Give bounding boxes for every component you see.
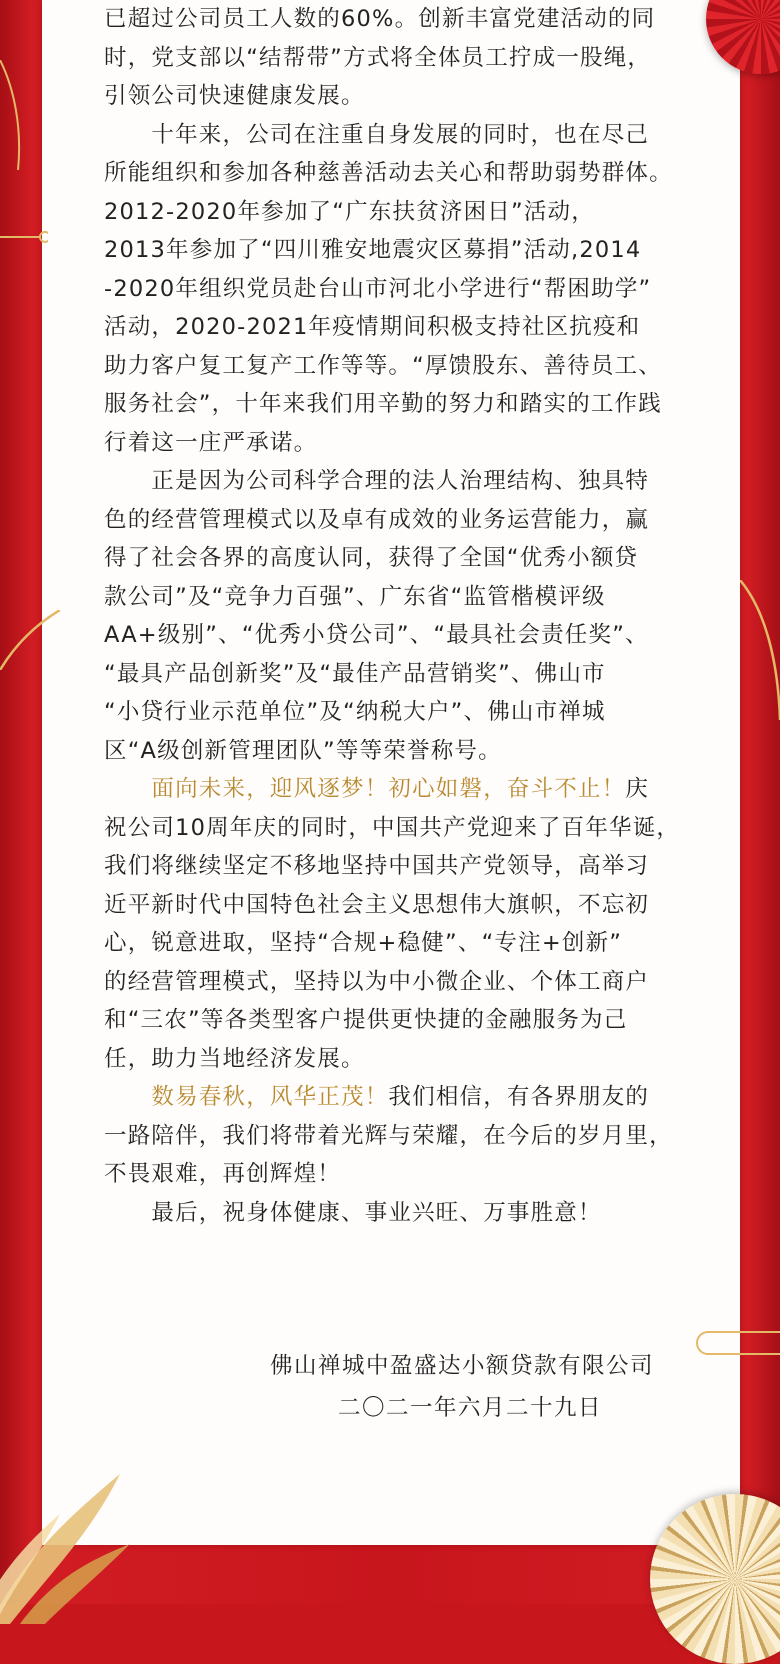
text-line: 我们将继续坚定不移地坚持中国共产党领导，高举习 xyxy=(104,853,650,879)
gold-ribbon-left-decoration xyxy=(0,230,48,244)
text-line: 得了社会各界的高度认同，获得了全国“优秀小额贷 xyxy=(104,545,639,571)
text-line: 服务社会”，十年来我们用辛勤的努力和踏实的工作践 xyxy=(104,391,662,417)
gold-ribbon-right-decoration xyxy=(694,1330,780,1356)
signature-company: 佛山禅城中盈盛达小额贷款有限公司 xyxy=(270,1353,655,1379)
text-line: 活动，2020-2021年疫情期间积极支持社区抗疫和 xyxy=(104,314,641,340)
text-line: 色的经营管理模式以及卓有成效的业务运营能力，赢 xyxy=(104,506,650,533)
text-line: 时，党支部以“结帮带”方式将全体员工拧成一股绳， xyxy=(104,44,652,71)
paragraph-thanks-first-line xyxy=(104,1078,684,1117)
text-line: 款公司”及“竞争力百强”、广东省“监管楷模评级 xyxy=(104,583,606,610)
text-line: 已超过公司员工人数的60%。创新丰富党建活动的同 xyxy=(104,6,656,32)
text-line: 2012-2020年参加了“广东扶贫济困日”活动， xyxy=(104,198,595,225)
text-line: 助力客户复工复产工作等等。“厚馈股东、善待员工、 xyxy=(104,352,662,379)
slogan-future: 面向未来，迎风逐梦！初心如磐，奋斗不止！ xyxy=(151,776,626,802)
text-line: 不畏艰难，再创辉煌！ xyxy=(104,1161,342,1187)
paragraph-future-first-line xyxy=(104,770,684,809)
text-line: 正是因为公司科学合理的法人治理结构、独具特 xyxy=(104,468,650,494)
paragraph-future xyxy=(104,770,684,1078)
text-line: “最具产品创新奖”及“最佳产品营销奖”、佛山市 xyxy=(104,660,606,687)
text-line: 祝公司10周年庆的同时，中国共产党迎来了百年华诞， xyxy=(104,814,681,841)
gold-swirl-right-decoration xyxy=(740,580,780,720)
future-first-line-rest: 庆 xyxy=(625,776,650,802)
text-line: 心，锐意进取，坚持“合规+稳健”、“专注+创新” xyxy=(104,930,623,956)
paragraph-closing xyxy=(104,1194,684,1233)
text-line: 十年来，公司在注重自身发展的同时，也在尽己 xyxy=(104,121,650,148)
text-line: 的经营管理模式，坚持以为中小微企业、个体工商户 xyxy=(104,968,650,995)
text-line: 任，助力当地经济发展。 xyxy=(104,1045,365,1072)
text-line: 区“A级创新管理团队”等等荣誉称号。 xyxy=(104,737,502,764)
paragraph-thanks xyxy=(104,1078,684,1194)
thanks-first-line-rest: 我们相信，有各界朋友的 xyxy=(388,1084,650,1110)
text-line: AA+级别”、“优秀小贷公司”、“最具社会责任奖”、 xyxy=(104,622,649,648)
text-line: 和“三农”等各类型客户提供更快捷的金融服务为己 xyxy=(104,1007,628,1033)
paragraph-party-building xyxy=(104,0,684,116)
text-line: 2013年参加了“四川雅安地震灾区募捐”活动,2014 xyxy=(104,237,642,263)
text-line: 近平新时代中国特色社会主义思想伟大旗帜，不忘初 xyxy=(104,891,650,918)
text-line: -2020年组织党员赴台山市河北小学进行“帮困助学” xyxy=(104,275,652,302)
text-line: “小贷行业示范单位”及“纳税大户”、佛山市禅城 xyxy=(104,699,606,725)
text-line: 引领公司快速健康发展。 xyxy=(104,83,365,109)
closing-wishes: 最后，祝身体健康、事业兴旺、万事胜意！ xyxy=(104,1199,602,1226)
text-line: 所能组织和参加各种慈善活动去关心和帮助弱势群体。 xyxy=(104,160,673,186)
letter-body xyxy=(104,0,684,1232)
signature-date: 二〇二一年六月二十九日 xyxy=(338,1395,603,1421)
slogan-prosperity: 数易春秋，风华正茂！ xyxy=(151,1084,389,1110)
gold-swirl-left-2-decoration xyxy=(0,610,60,670)
gold-leaf-decoration xyxy=(0,1454,130,1624)
gold-swirl-left-decoration xyxy=(0,60,26,170)
paragraph-charity xyxy=(104,116,684,463)
text-line: 一路陪伴，我们将带着光辉与荣耀，在今后的岁月里， xyxy=(104,1122,673,1149)
paragraph-honors xyxy=(104,462,684,770)
text-line: 行着这一庄严承诺。 xyxy=(104,429,318,456)
